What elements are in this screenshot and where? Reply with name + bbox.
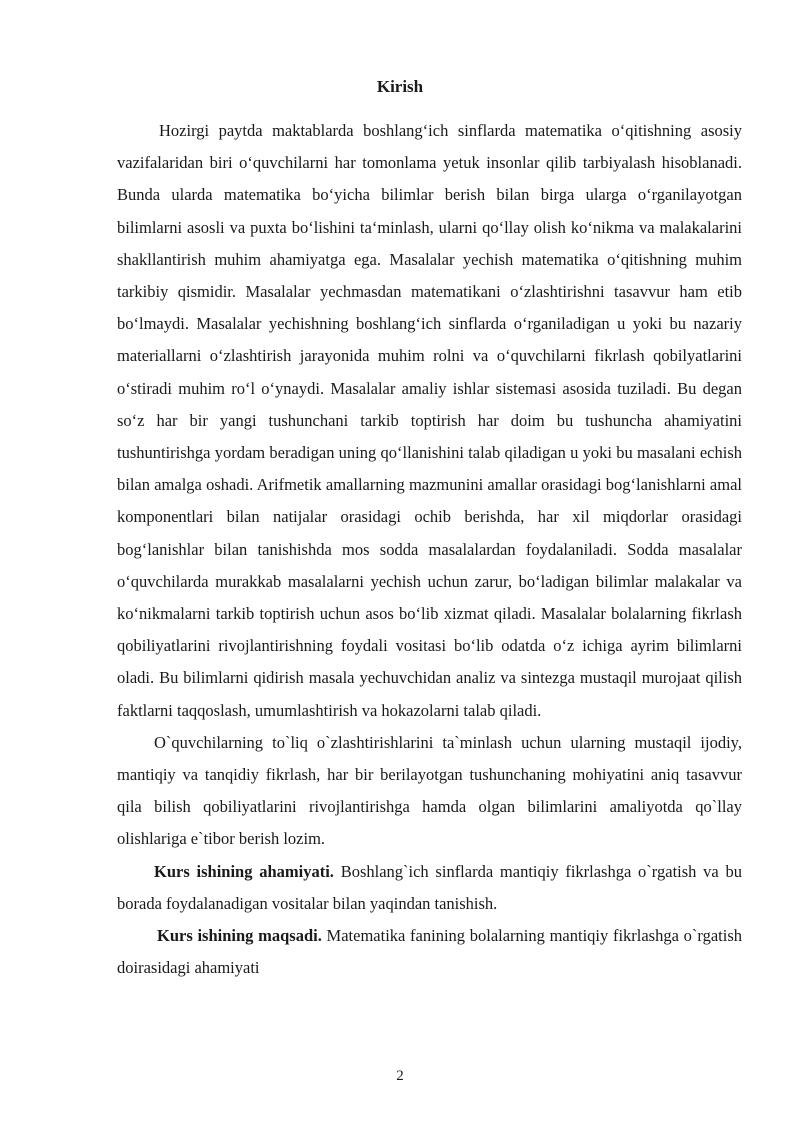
paragraph-course-importance — [117, 856, 742, 920]
paragraph-students-learning: O`quvchilarning to`liq o`zlashtirishlarini ta`minlash uchun ularning mustaqil ijodiy, mantiqiy va tanqidiy fikrlash, har bir berilayotgan tushunchaning mohiyatini aniq tasavvur qila bilish qobiliyatlarini rivojlantirishga hamda olgan bilimlarini amaliyotda qo`llay olishlariga e`tibor berish lozim. — [117, 732, 742, 849]
course-goal-text: Matematika fanining bolalarning mantiqiy fikrlashga o`rgatish doirasidagi ahamiyati — [117, 926, 742, 978]
paragraph-course-goal — [117, 920, 742, 984]
course-goal-label: Kurs ishining maqsadi. — [157, 926, 322, 946]
page-number: 2 — [396, 1068, 404, 1084]
section-heading: Kirish — [376, 77, 424, 96]
paragraph-introduction: Hozirgi paytda maktablarda boshlang‘ich sinflarda matematika o‘qitishning asosiy vazifalaridan biri o‘quvchilarni har tomonlama yetuk insonlar qilib tarbiyalash hisoblanadi. Bunda ularda matematika bo‘yicha bilimlar berish bilan birga ularga o‘rganilayotgan bilimlarni asosli va puxta bo‘lishini ta‘minlash, ularni qo‘llay olish ko‘nikma va malakalarini shakllantirish muhim ahamiyatga ega. Masalalar yechish matematika o‘qitishning muhim tarkibiy qismidir. Masalalar yechmasdan matematikani o‘zlashtirishni tasavvur ham etib bo‘lmaydi. Masalalar yechishning boshlang‘ich sinflarda o‘rganiladigan u yoki bu nazariy materiallarni o‘zlashtirish jarayonida muhim rolni va o‘quvchilarni fikrlash qobilyatlarini o‘stiradi muhim ro‘l o‘ynaydi. Masalalar amaliy ishlar sistemasi asosida tuziladi. Bu degan so‘z har bir yangi tushunchani tarkib toptirish har doim bu tushuncha ahamiyatini tushuntirishga yordam beradigan uning qo‘llanishini talab qiladigan u yoki bu masalani echish bilan amalga oshadi. Arifmetik amallarning mazmunini amallar orasidagi bog‘lanishlarni amal komponentlari bilan natijalar orasidagi ochib berishda, har xil miqdorlar orasidagi bog‘lanishlar bilan tanishishda mos sodda masalalardan foydalaniladi. Sodda masalalar o‘quvchilarda murakkab masalalarni yechish uchun zarur, bo‘ladigan bilimlar malakalar va ko‘nikmalarni tarkib toptirish uchun asos bo‘lib xizmat qiladi. Masalalar bolalarning fikrlash qobiliyatlarini rivojlantirishning foydali vositasi bo‘lib odatda o‘z ichiga ayrim bilimlarni oladi. Bu bilimlarni qidirish masala yechuvchidan analiz va sintezga mustaqil murojaat qilish faktlarni taqqoslash, umumlashtirish va hokazolarni talab qiladi. — [117, 121, 742, 720]
course-importance-text: Boshlang`ich sinflarda mantiqiy fikrlashga o`rgatish va bu borada foydalanadigan vositalar bilan yaqindan tanishish. — [117, 861, 743, 913]
course-importance-label: Kurs ishining ahamiyati. — [154, 861, 334, 881]
body-text — [117, 115, 742, 984]
